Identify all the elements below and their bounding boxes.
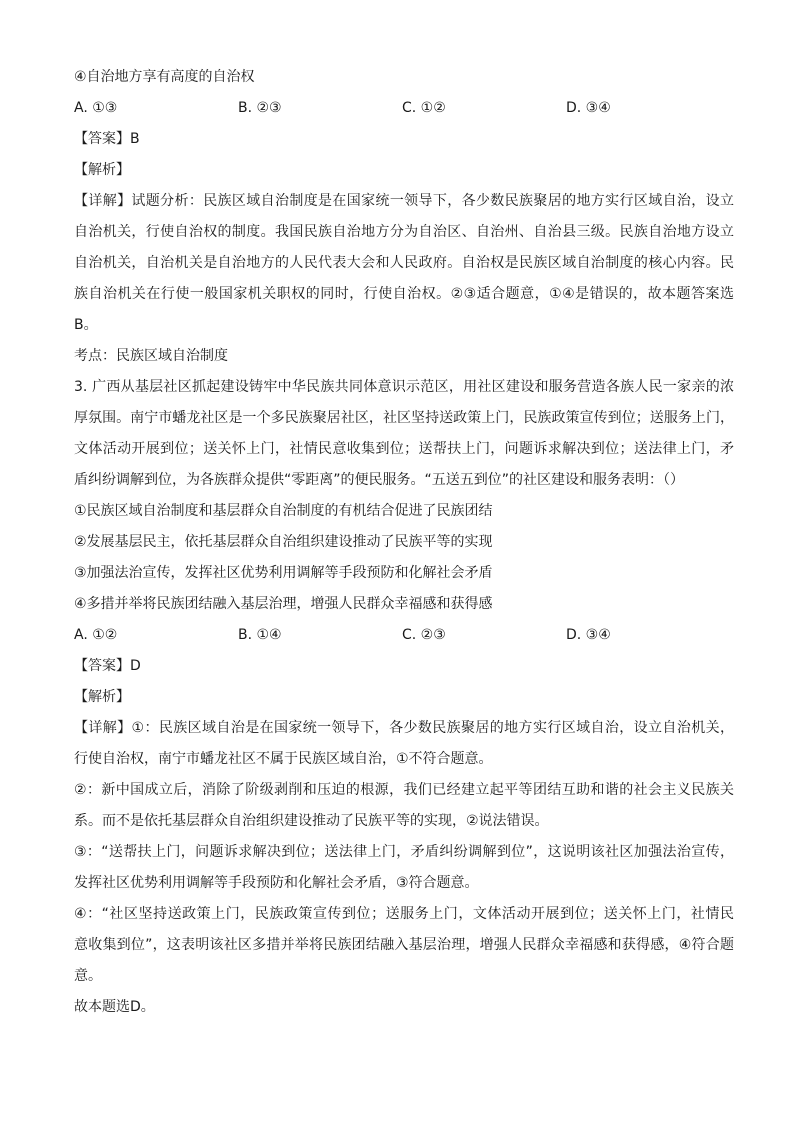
q3-stem-line-3: 文体活动开展到位；送关怀上门，社情民意收集到位；送帮扶上门，问题诉求解决到位；送法律上门，矛 <box>74 441 734 457</box>
document-page <box>74 62 734 1023</box>
q3-detail-line-6: 发挥社区优势利用调解等手段预防和化解社会矛盾，③符合题意。 <box>74 875 479 891</box>
q3-detail-line-2: 行使自治权，南宁市蟠龙社区不属于民族区域自治，①不符合题意。 <box>74 751 493 767</box>
q3-analysis-label: 【解析】 <box>74 689 130 705</box>
q3-detail-line-3: ②：新中国成立后，消除了阶级剥削和压迫的根源，我们已经建立起平等团结互助和谐的社会主义民族关 <box>74 782 734 798</box>
q3-options <box>74 620 734 651</box>
q3-detail-line-4: 系。而不是依托基层群众自治组织建设推动了民族平等的实现，②说法错误。 <box>74 813 549 829</box>
q3-option-a: A. ①② <box>74 627 118 643</box>
q3-option-c: C. ②③ <box>402 627 446 643</box>
q3-detail-line-1: 【详解】①：民族区域自治是在国家统一领导下，各少数民族聚居的地方实行区域自治，设立自治机关， <box>74 720 734 736</box>
q2-detail-line-2: 自治机关，行使自治权的制度。我国民族自治地方分为自治区、自治州、自治县三级。民族自治地方设立 <box>74 224 734 240</box>
q2-detail-line-1: 【详解】试题分析：民族区域自治制度是在国家统一领导下，各少数民族聚居的地方实行区域自治，设立 <box>74 193 734 209</box>
q3-conclusion: 故本题选D。 <box>74 999 155 1015</box>
q3-stem-line-2: 厚氛围。南宁市蟠龙社区是一个多民族聚居社区，社区坚持送政策上门，民族政策宣传到位；送服务上门， <box>74 410 734 426</box>
q2-answer: 【答案】B <box>74 131 140 147</box>
q3-statement-2: ②发展基层民主，依托基层群众自治组织建设推动了民族平等的实现 <box>74 534 493 550</box>
q2-option-d: D. ③④ <box>566 100 611 116</box>
q3-answer: 【答案】D <box>74 658 141 674</box>
q3-statement-4: ④多措并举将民族团结融入基层治理，增强人民群众幸福感和获得感 <box>74 596 493 612</box>
q2-kaodian: 考点：民族区域自治制度 <box>74 348 228 364</box>
q3-statement-3: ③加强法治宣传，发挥社区优势利用调解等手段预防和化解社会矛盾 <box>74 565 493 581</box>
q3-detail-line-8: 意收集到位”，这表明该社区多措并举将民族团结融入基层治理，增强人民群众幸福感和获得感，④符合题 <box>74 937 734 953</box>
q3-option-d: D. ③④ <box>566 627 611 643</box>
q2-detail-line-3: 自治机关，自治机关是自治地方的人民代表大会和人民政府。自治权是民族区域自治制度的核心内容。民 <box>74 255 734 271</box>
q2-option-b: B. ②③ <box>238 100 282 116</box>
q2-options <box>74 93 734 124</box>
q3-stem-line-1: 3. 广西从基层社区抓起建设铸牢中华民族共同体意识示范区，用社区建设和服务营造各族人民一家亲的浓 <box>74 379 734 395</box>
q3-detail-line-7: ④：“社区坚持送政策上门，民族政策宣传到位；送服务上门，文体活动开展到位；送关怀上门，社情民 <box>74 906 734 922</box>
q3-stem-line-4: 盾纠纷调解到位，为各族群众提供“零距离”的便民服务。“五送五到位”的社区建设和服务表明：（） <box>74 472 685 488</box>
q2-statement-4: ④自治地方享有高度的自治权 <box>74 69 255 85</box>
q2-analysis-label: 【解析】 <box>74 162 130 178</box>
q3-statement-1: ①民族区域自治制度和基层群众自治制度的有机结合促进了民族团结 <box>74 503 493 519</box>
q3-detail-line-9: 意。 <box>74 968 102 984</box>
q2-option-a: A. ①③ <box>74 100 118 116</box>
q2-option-c: C. ①② <box>402 100 446 116</box>
q2-detail-line-4: 族自治机关在行使一般国家机关职权的同时，行使自治权。②③适合题意，①④是错误的，故本题答案选 <box>74 286 734 302</box>
q2-detail-line-5: B。 <box>74 317 98 333</box>
q3-detail-line-5: ③：“送帮扶上门，问题诉求解决到位；送法律上门，矛盾纠纷调解到位”，这说明该社区加强法治宣传， <box>74 844 734 860</box>
q3-option-b: B. ①④ <box>238 627 282 643</box>
